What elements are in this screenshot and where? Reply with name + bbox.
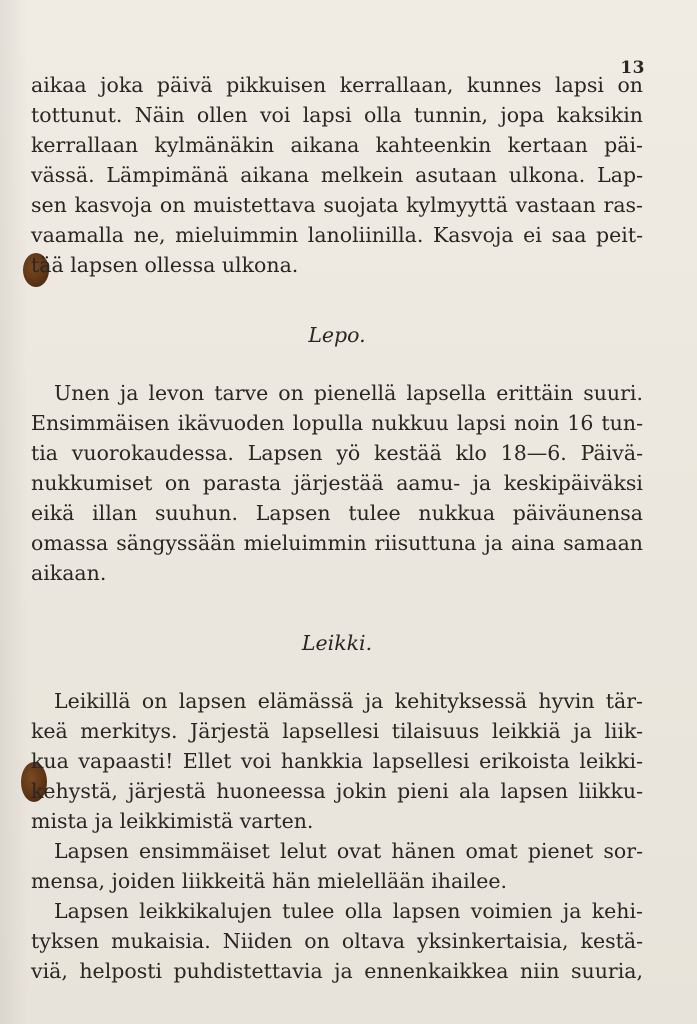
text-line: aikaan.: [31, 561, 107, 585]
text-line: sen kasvoja on muistettava suojata kylmyyttä vastaan ras-: [31, 193, 643, 217]
section-heading-leikki: Leikki.: [301, 631, 373, 655]
text-line: mensa, joiden liikkeitä hän mielellään ihailee.: [31, 869, 508, 893]
text-line: Lapsen ensimmäiset lelut ovat hänen omat pienet sor-: [54, 839, 643, 863]
text-line: nukkumiset on parasta järjestää aamu- ja keskipäiväksi: [31, 471, 643, 495]
text-line: vässä. Lämpimänä aikana melkein asutaan ulkona. Lap-: [31, 163, 643, 187]
text-line: Lapsen leikkikalujen tulee olla lapsen voimien ja kehi-: [54, 899, 643, 923]
paragraph-first-toys: [31, 836, 643, 896]
paragraph-toys: [31, 896, 643, 986]
text-line: kehystä, järjestä huoneessa jokin pieni ala lapsen liikku-: [31, 779, 643, 803]
text-line: vaamalla ne, mieluimmin lanoliinilla. Kasvoja ei saa peit-: [31, 223, 643, 247]
text-line: aikaa joka päivä pikkuisen kerrallaan, kunnes lapsi on: [31, 73, 643, 97]
text-line: Leikillä on lapsen elämässä ja kehityksessä hyvin tär-: [54, 689, 643, 713]
text-line: kua vapaasti! Ellet voi hankkia lapsellesi erikoista leikki-: [31, 749, 643, 773]
text-line: mista ja leikkimistä varten.: [31, 809, 314, 833]
text-line: omassa sängyssään mieluimmin riisuttuna ja aina samaan: [31, 531, 643, 555]
text-line: viä, helposti puhdistettavia ja ennenkaikkea niin suuria,: [31, 959, 643, 983]
text-line: eikä illan suuhun. Lapsen tulee nukkua päiväunensa: [31, 501, 643, 525]
text-line: tää lapsen ollessa ulkona.: [31, 253, 299, 277]
page-body: [31, 70, 643, 986]
text-line: tottunut. Näin ollen voi lapsi olla tunnin, jopa kaksikin: [31, 103, 643, 127]
paragraph-hardening: [31, 70, 643, 280]
text-line: keä merkitys. Järjestä lapsellesi tilaisuus leikkiä ja liik-: [31, 719, 643, 743]
text-line: Unen ja levon tarve on pienellä lapsella erittäin suuri.: [54, 381, 643, 405]
text-line: tia vuorokaudessa. Lapsen yö kestää klo 18—6. Päivä-: [31, 441, 643, 465]
paragraph-play: [31, 686, 643, 836]
section-heading-lepo: Lepo.: [308, 323, 366, 347]
text-line: Ensimmäisen ikävuoden lopulla nukkuu lapsi noin 16 tun-: [31, 411, 643, 435]
page-number: 13: [620, 58, 645, 78]
text-line: kerrallaan kylmänäkin aikana kahteenkin kertaan päi-: [31, 133, 643, 157]
paragraph-rest: [31, 378, 643, 588]
text-line: tyksen mukaisia. Niiden on oltava yksinkertaisia, kestä-: [31, 929, 643, 953]
